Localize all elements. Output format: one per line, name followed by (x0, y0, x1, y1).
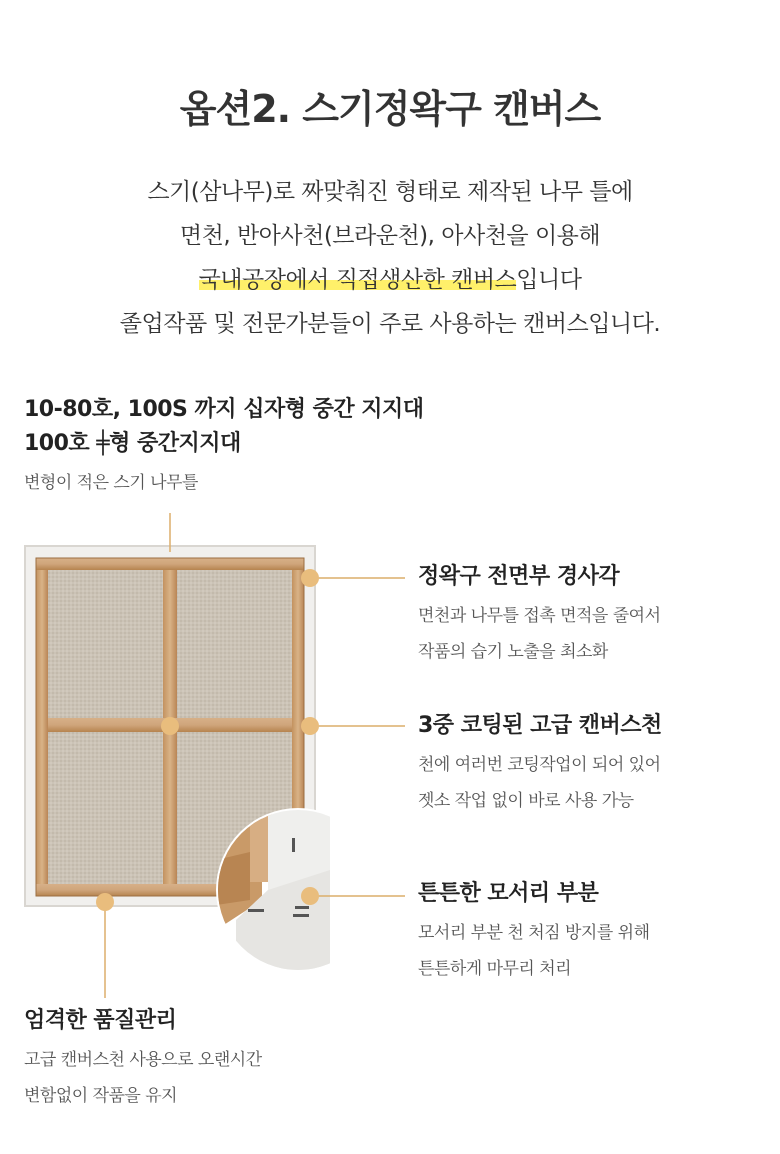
feature-corner-desc-1: 모서리 부분 천 처짐 방지를 위해 (418, 923, 650, 943)
dot-support (161, 717, 179, 735)
feature-quality-desc-1: 고급 캔버스천 사용으로 오랜시간 (24, 1050, 262, 1070)
intro-line-3-rest: 입니다 (516, 267, 582, 293)
feature-corner-desc-2: 튼튼하게 마무리 처리 (418, 959, 572, 979)
page-title: 옵션2. 스기정왁구 캔버스 (179, 87, 601, 131)
intro-line-2: 면천, 반아사천(브라운천), 아사천을 이용해 (179, 223, 601, 249)
feature-quality-desc-2: 변함없이 작품을 유지 (24, 1086, 178, 1106)
feature-quality-heading: 엄격한 품질관리 (24, 1008, 177, 1033)
feature-corner (418, 877, 650, 987)
feature-bevel (418, 560, 661, 670)
dot-quality (96, 893, 114, 911)
feature-support-heading-2: 100호 ╪형 중간지지대 (24, 431, 241, 456)
feature-coating-desc-2: 젯소 작업 없이 바로 사용 가능 (418, 791, 634, 811)
dot-bevel (301, 569, 319, 587)
feature-bevel-desc-1: 면천과 나무틀 접촉 면적을 줄여서 (418, 606, 661, 626)
feature-coating (418, 709, 662, 819)
intro-line-1: 스기(삼나무)로 짜맞춰진 형태로 제작된 나무 틀에 (147, 179, 633, 205)
feature-coating-desc-1: 천에 여러번 코팅작업이 되어 있어 (418, 755, 661, 775)
intro-line-4: 졸업작품 및 전문가분들이 주로 사용하는 캔버스입니다. (119, 311, 661, 337)
feature-coating-heading: 3중 코팅된 고급 캔버스천 (418, 713, 662, 738)
feature-quality (24, 1004, 262, 1114)
corner-zoom (216, 808, 386, 978)
dot-corner (301, 887, 319, 905)
feature-bevel-desc-2: 작품의 습기 노출을 최소화 (418, 642, 608, 662)
feature-support (24, 393, 424, 501)
feature-corner-heading: 튼튼한 모서리 부분 (418, 881, 599, 906)
feature-bevel-heading: 정왁구 전면부 경사각 (418, 564, 620, 589)
feature-support-heading-1: 10-80호, 100S 까지 십자형 중간 지지대 (24, 397, 424, 422)
feature-support-desc: 변형이 적은 스기 나무틀 (24, 473, 198, 493)
dot-coating (301, 717, 319, 735)
intro-highlight: 국내공장에서 직접생산한 캔버스 (198, 267, 517, 293)
